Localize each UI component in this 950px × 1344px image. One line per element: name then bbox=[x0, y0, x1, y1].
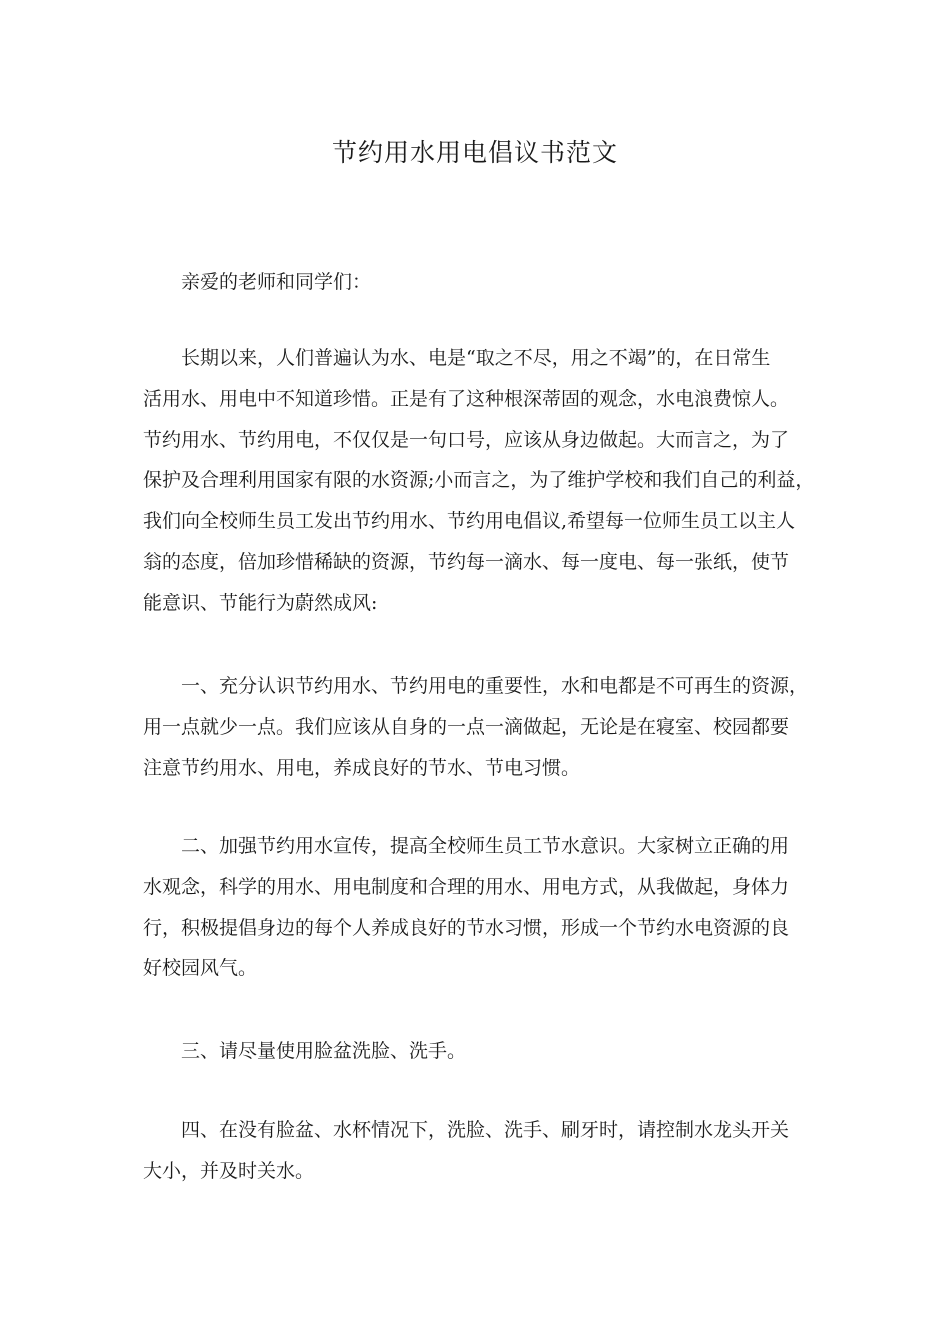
greeting-line: 亲爱的老师和同学们： bbox=[181, 271, 372, 293]
paragraph-line: 行，积极提倡身边的每个人养成良好的节水习惯，形成一个节约水电资源的良 bbox=[143, 916, 790, 939]
paragraph-line: 保护及合理利用国家有限的水资源;小而言之，为了维护学校和我们自己的利益， bbox=[143, 469, 815, 492]
paragraph-point-4 bbox=[143, 1110, 815, 1192]
paragraph-point-1 bbox=[143, 666, 815, 788]
paragraph-line: 长期以来，人们普遍认为水、电是“取之不尽，用之不竭”的，在日常生 bbox=[181, 347, 771, 369]
paragraph-point-3 bbox=[143, 1031, 815, 1072]
paragraph-line: 三、请尽量使用脸盆洗脸、洗手。 bbox=[181, 1040, 467, 1062]
document-title: 节约用水用电倡议书范文 bbox=[331, 138, 618, 167]
paragraph-line: 二、加强节约用水宣传，提高全校师生员工节水意识。大家树立正确的用 bbox=[181, 835, 790, 857]
greeting bbox=[143, 262, 815, 303]
paragraph-line: 水观念，科学的用水、用电制度和合理的用水、用电方式，从我做起，身体力 bbox=[143, 875, 790, 898]
paragraph-line: 好校园风气。 bbox=[143, 957, 258, 980]
paragraph-line: 大小，并及时关水。 bbox=[143, 1159, 315, 1182]
paragraph-line: 我们向全校师生员工发出节约用水、节约用电倡议,希望每一位师生员工以主人 bbox=[143, 510, 796, 533]
paragraph-line: 翁的态度，倍加珍惜稀缺的资源，节约每一滴水、每一度电、每一张纸，使节 bbox=[143, 550, 790, 573]
paragraph-line: 一、充分认识节约用水、节约用电的重要性，水和电都是不可再生的资源， bbox=[181, 675, 809, 697]
paragraph-line: 四、在没有脸盆、水杯情况下，洗脸、洗手、刷牙时，请控制水龙头开关 bbox=[181, 1119, 790, 1141]
paragraph-line: 用一点就少一点。我们应该从自身的一点一滴做起，无论是在寝室、校园都要 bbox=[143, 715, 790, 738]
paragraph-point-2 bbox=[143, 826, 815, 989]
paragraph-line: 能意识、节能行为蔚然成风: bbox=[143, 591, 378, 614]
paragraph-line: 节约用水、节约用电，不仅仅是一句口号，应该从身边做起。大而言之，为了 bbox=[143, 428, 790, 451]
paragraph-line: 活用水、用电中不知道珍惜。正是有了这种根深蒂固的观念，水电浪费惊人。 bbox=[143, 387, 790, 410]
paragraph-intro bbox=[143, 338, 815, 624]
paragraph-line: 注意节约用水、用电，养成良好的节水、节电习惯。 bbox=[143, 756, 581, 779]
